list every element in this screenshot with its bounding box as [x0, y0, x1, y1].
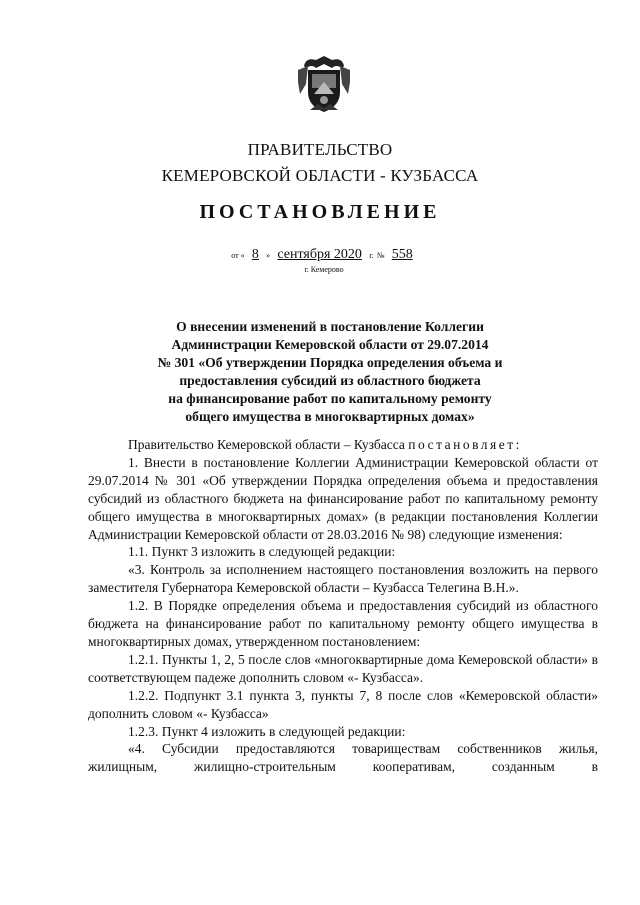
- intro-resolves: постановляет:: [408, 437, 522, 452]
- date-month-year: сентября 2020: [277, 247, 362, 262]
- paragraph-1-2-3: 1.2.3. Пункт 4 изложить в следующей редакции:: [128, 723, 406, 739]
- document-city: г. Кемерово: [304, 265, 344, 274]
- intro-paragraph: [88, 436, 598, 454]
- subject-line: № 301 «Об утверждении Порядка определения объема и: [157, 355, 503, 370]
- document-subject: [140, 318, 520, 426]
- paragraph-1-2: 1.2. В Порядке определения объема и предоставления субсидий из областного бюджета на финансирование работ по капитальному ремонту общего имущества в многоквартирных домах, утвержденном постановлением:: [88, 598, 598, 649]
- paragraph-1-2-3-quote: «4. Субсидии предоставляются товариществам собственников жилья, жилищным, жилищно-строительным кооперативам, созданным в: [88, 741, 598, 775]
- coat-of-arms-emblem: [296, 54, 352, 114]
- paragraph-1-2-2: 1.2.2. Подпункт 3.1 пункта 3, пункты 7, 8 после слов «Кемеровской области» дополнить словом «- Кузбасса»: [88, 687, 598, 721]
- date-day: 8: [251, 247, 259, 262]
- paragraph-1-1: 1.1. Пункт 3 изложить в следующей редакции:: [128, 544, 396, 560]
- subject-line: предоставления субсидий из областного бюджета: [179, 373, 481, 388]
- paragraph-1-1-quote: «3. Контроль за исполнением настоящего постановления возложить на первого заместителя Губернатора Кемеровской области – Кузбасса Телегина В.Н.».: [88, 562, 598, 596]
- subject-line: Администрации Кемеровской области от 29.07.2014: [171, 337, 489, 352]
- document-type-title: ПОСТАНОВЛЕНИЕ: [199, 201, 441, 223]
- document-number: 558: [391, 247, 413, 262]
- government-name-line1: ПРАВИТЕЛЬСТВО: [247, 140, 393, 159]
- date-quote-close: »: [266, 251, 271, 260]
- paragraph-1: 1. Внести в постановление Коллегии Администрации Кемеровской области от 29.07.2014 № 301 «Об утверждении Порядка определения объема и предоставления субсидий из областного бюджета на финансирование работ по капитальному ремонту общего имущества в многоквартирных домах» (в редакции постановления Коллегии Администрации Кемеровской области от 28.03.2016 № 98) следующие изменения:: [88, 454, 598, 542]
- date-year-suffix: г.: [369, 251, 374, 260]
- document-date-line: [0, 246, 640, 263]
- subject-line: О внесении изменений в постановление Коллегии: [176, 319, 484, 334]
- government-name-line2: КЕМЕРОВСКОЙ ОБЛАСТИ - КУЗБАССА: [161, 166, 479, 185]
- subject-line: на финансирование работ по капитальному ремонту: [168, 391, 492, 406]
- date-from-label: от «: [231, 251, 245, 260]
- number-label: №: [376, 251, 385, 260]
- paragraph-1-2-1: 1.2.1. Пункты 1, 2, 5 после слов «многоквартирные дома Кемеровской области» в соответствующем падеже дополнить словом «- Кузбасса».: [88, 651, 598, 685]
- intro-prefix: Правительство Кемеровской области – Кузбасса: [128, 437, 405, 452]
- document-body: [88, 436, 598, 776]
- subject-line: общего имущества в многоквартирных домах»: [185, 409, 475, 424]
